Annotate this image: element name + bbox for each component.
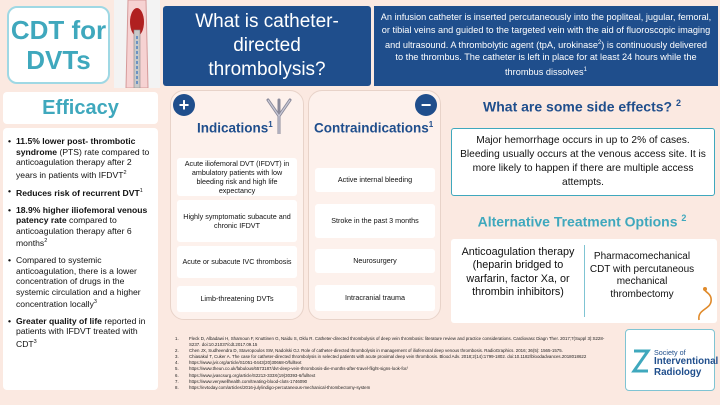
reference-text: https://evtoday.com/articles/2016-july/indigo-percutaneous-mechanical-thrombectomy-system [189,384,371,390]
question-banner-text: What is catheter-directed thrombolysis? [195,11,339,80]
side-effects-box [451,128,715,196]
indication-item [177,158,297,196]
poster-title-text: CDT for DVTs [10,15,107,75]
contraindication-item-text: Stroke in the past 3 months [331,216,419,226]
sir-logo-text [654,349,718,379]
alternative-option-pharmacomechanical [589,251,695,301]
intro-description [374,6,718,86]
indications-title-text: Indications [197,120,269,136]
alternatives-divider [584,245,585,317]
efficacy-list-box [3,128,158,390]
indication-item [177,286,297,312]
contraindications-title-text: Contraindications [314,120,429,136]
efficacy-item-sup: 3 [93,299,97,306]
catheter-vein-illustration [114,0,160,88]
question-banner [163,6,371,86]
sir-logo-line1: Society of [654,348,686,357]
efficacy-item-bold: 18.9% higher iliofemoral venous patency rate [16,204,148,226]
efficacy-heading-text: Efficacy [42,96,119,119]
indication-item-text: Acute iliofemoral DVT (IFDVT) in ambulatory patients with low bleeding risk and high life expectancy [184,158,290,196]
minus-icon: − [415,94,437,116]
efficacy-item [8,205,154,249]
efficacy-item [8,316,154,350]
contraindication-item [315,249,435,273]
intro-sup-1: 2 [597,39,602,46]
intro-text-1: An infusion catheter is inserted percutaneously into the popliteal, jugular, femoral, or tibial veins and guided to the targeted vein with the aid of fluoroscopic imaging and ultrasound. A thrombolytic agent (tpA, urokinase [380,12,712,50]
reference-number: 1. [175,336,179,341]
contraindication-item-text: Active internal bleeding [337,175,413,185]
side-effects-title-text: What are some side effects? [483,98,673,115]
contraindications-title-sup: 1 [428,120,434,129]
alternatives-title [449,213,715,230]
efficacy-item-sup: 2 [44,238,48,245]
alternatives-title-text: Alternative Treatment Options [477,213,678,230]
efficacy-item-bold: Reduces risk of recurrent DVT [16,188,140,199]
reference-text: https://www.jvascsurg.org/article/S2213-333X(19)30393-6/fulltext [189,372,316,378]
efficacy-item-text: Compared to systemic anticoagulation, there is a lower concentration of drugs in the systemic circulation and a higher concentration locally [16,254,141,310]
efficacy-heading [3,92,158,124]
contraindication-item [315,285,435,311]
efficacy-item-sup: 1 [139,188,143,195]
efficacy-item-sup: 3 [33,338,37,345]
reference-text: Fleck D, Albadawi H, Shamoun F, Knuttinen G, Naidu S, Oklu R. Catheter-directed thrombolysis of deep vein thrombosis: literature review and practice considerations. Cardiovasc Diagn Ther. 2017;7(Suppl 3):S228-S237. doi:10.21037/cdt.2017.09.15 [189,336,605,348]
efficacy-item-text: compared to anticoagulation therapy after 6 months [16,215,132,249]
efficacy-item-sup: 2 [123,169,127,176]
indication-item-text: Limb-threatening DVTs [200,294,274,304]
reference-list [175,336,615,391]
contraindication-item [315,204,435,238]
indication-item-text: Highly symptomatic subacute and chronic IFDVT [183,211,291,230]
alternative-option-text: Pharmacomechanical CDT with percutaneous mechanical thrombectomy [589,251,695,300]
sir-logo-mark-icon [631,347,651,375]
reference-number: 6. [175,372,179,378]
indications-title [197,120,273,136]
efficacy-item [8,136,154,180]
contraindications-title [314,120,433,136]
reference-number: 7. [175,378,179,384]
reference-number: 3. [175,354,179,360]
reference-text: Chiasakul T, Cuker A. The case for catheter-directed thrombolysis in selected patients with acute proximal deep vein thrombosis. Blood Adv. 2018;2(14):1799-1802. doi:10.1182/bloodadvances.2018018622 [189,354,587,360]
reference-number: 2. [175,348,179,354]
alternative-option-anticoagulation [453,246,583,300]
reference-item [175,385,615,391]
poster-title [7,6,110,84]
indication-item [177,246,297,278]
sir-logo-line3: Radiology [654,367,702,378]
alternatives-title-sup: 2 [681,213,687,223]
side-effects-title [449,98,715,115]
references [175,336,615,391]
contraindication-item-text: Neurosurgery [353,256,397,266]
reference-text: Chen JX, Sudheendra D, Stavropoulos SW, Nadolski GJ. Role of catheter-directed thrombolysis in management of iliofemoral deep venous thrombosis. RadioGraphics. 2016; 36(5): 1565-1575. [189,348,563,354]
reference-text: https://www.jvir.org/article/S1051-0443(20)30668-0/fulltext [189,360,302,366]
reference-number: 4. [175,360,179,366]
intro-sup-2: 1 [583,67,587,74]
thrombectomy-device-illustration [695,286,717,322]
efficacy-item-text: (PTS) rate compared to anticoagulation therapy after 2 years in patients with IFDVT [16,146,150,180]
efficacy-item-text: reported in patients with IFDVT treated with CDT [16,315,146,349]
contraindication-item [315,168,435,192]
reference-number: 8. [175,384,179,390]
indication-item [177,200,297,242]
side-effects-text: Major hemorrhage occurs in up to 2% of cases. Bleeding usually occurs at the venous access site. It is more likely to happen if there are multiple access attempts. [460,135,706,188]
side-effects-title-sup: 2 [675,98,681,108]
efficacy-list [8,136,154,349]
indications-title-sup: 1 [268,120,273,129]
efficacy-item [8,186,154,198]
efficacy-item-bold: 11.5% lower post- thrombotic syndrome [16,136,136,157]
alternative-option-text: Anticoagulation therapy (heparin bridged to warfarin, factor Xa, or thrombin inhibitors) [461,246,575,299]
reference-text: https://www.theun.co.uk/fabulous/6573187/dvt-deep-vein-thrombosis-die-months-after-travel-flight-signs-look-for/ [189,366,408,372]
plus-icon: + [173,94,195,116]
reference-number: 5. [175,366,179,372]
reference-item [175,336,615,348]
intro-text-2: ) is continuously delivered to the thrombus. The catheter is left in place for at least 24 hours while the thrombus dissolves [395,39,708,78]
efficacy-item-bold: Greater quality of life [16,315,102,326]
contraindication-item-text: Intracranial trauma [345,293,405,303]
reference-text: https://www.verywellhealth.com/treating-blood-clots-1746090 [189,378,308,384]
sir-logo-line2: Interventional [654,356,719,368]
efficacy-item [8,255,154,310]
indication-item-text: Acute or subacute IVC thrombosis [182,257,292,267]
